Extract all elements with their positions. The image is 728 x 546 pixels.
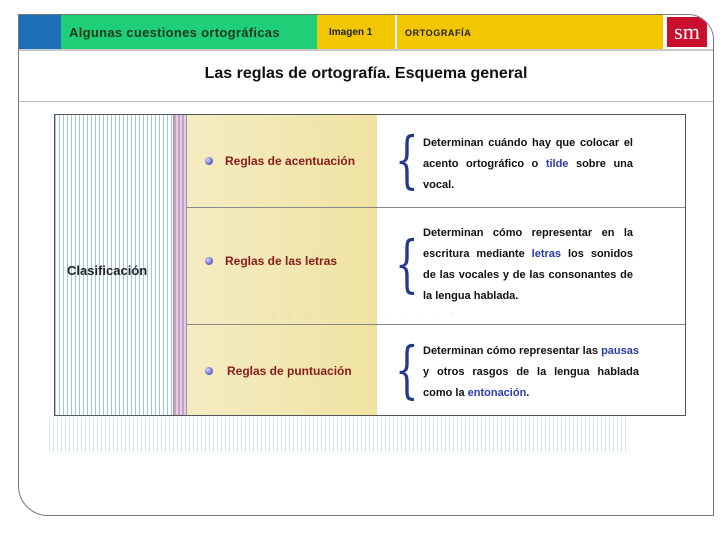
classification-label: Clasificación (67, 263, 148, 278)
bottom-decoration (49, 417, 627, 452)
logo-area (663, 15, 713, 49)
page-title: Las reglas de ortografía. Esquema general (204, 65, 528, 82)
rule-label-letras: Reglas de las letras (225, 254, 338, 268)
category-label: ORTOGRAFÍA (397, 15, 663, 49)
rule-label-puntuacion: Reglas de puntuación (227, 364, 352, 378)
slide-frame (18, 14, 714, 516)
bullet-icon (205, 367, 213, 375)
brace-icon: { (395, 227, 419, 300)
rule-description-acentuacion: Determinan cuándo hay que colocar el acento ortográfico o tilde sobre una vocal. (423, 137, 633, 191)
row-divider (187, 207, 685, 208)
brace-icon: { (395, 333, 419, 406)
bullet-icon (205, 257, 213, 265)
row-divider (187, 324, 685, 325)
header-title: Algunas cuestiones ortográficas (61, 15, 317, 49)
divider-column (173, 115, 187, 415)
rule-description-puntuacion: Determinan cómo representar las pausas y otros rasgos de la lengua hablada como la entonación. (423, 345, 639, 399)
sm-logo: sm (667, 17, 707, 47)
bullet-icon (205, 157, 213, 165)
header-accent (19, 15, 61, 49)
rule-label-acentuacion: Reglas de acentuación (225, 154, 356, 168)
scheme-table (54, 114, 686, 416)
rule-description-letras: Determinan cómo representar en la escritura mediante letras los sonidos de las vocales y de las consonantes de la lengua hablada. (423, 227, 633, 302)
brace-icon: { (395, 123, 419, 196)
dotted-trail: · · · · · · · · · · · · · (255, 311, 459, 318)
image-label: Imagen 1 (317, 15, 395, 49)
